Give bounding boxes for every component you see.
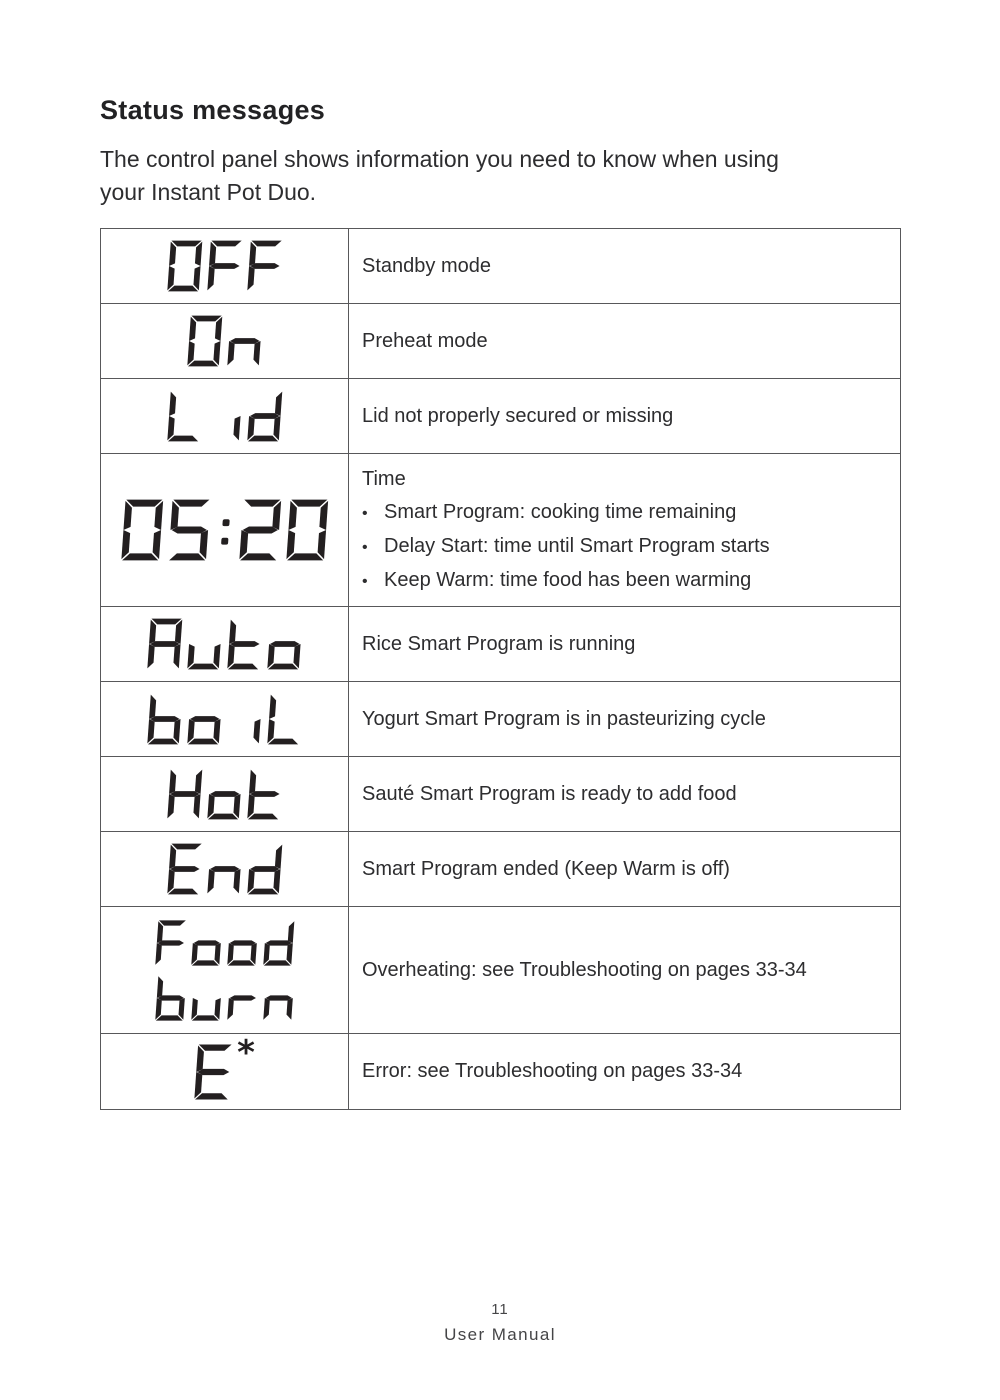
description-text: Lid not properly secured or missing (362, 404, 674, 427)
seg-char (267, 693, 303, 745)
description-text: Smart Program ended (Keep Warm is off) (362, 857, 730, 880)
description-cell (349, 757, 900, 831)
seg-char (207, 768, 243, 820)
table-row (101, 1034, 900, 1109)
table-row (101, 682, 900, 757)
description-text: Error: see Troubleshooting on pages 33-34 (362, 1060, 743, 1082)
seg-char (121, 499, 164, 561)
segment-display (167, 390, 283, 442)
seg-char (207, 390, 243, 442)
segment-display (187, 315, 263, 367)
description-cell (349, 454, 900, 606)
description-cell (349, 304, 900, 378)
description-cell (349, 832, 900, 906)
display-cell (101, 454, 349, 606)
description-title: Time (362, 468, 406, 490)
seg-char (286, 499, 329, 561)
description-text: Standby mode (362, 254, 491, 277)
seg-char (267, 618, 303, 670)
bullet-item (362, 564, 890, 598)
seg-char (227, 920, 259, 966)
seg-char (227, 618, 263, 670)
page-title: Status messages (100, 95, 326, 125)
table-row (101, 454, 900, 607)
seg-char (207, 843, 243, 895)
description-cell (349, 229, 900, 303)
seg-char (167, 240, 203, 292)
seg-char (167, 768, 203, 820)
table-row (101, 229, 900, 304)
intro-line-1: The control panel shows information you need to know when using (100, 146, 779, 172)
intro-paragraph (100, 143, 901, 209)
seg-char (247, 240, 283, 292)
description-cell (349, 1034, 900, 1109)
segment-display (121, 499, 329, 561)
table-row (101, 304, 900, 379)
bullet-icon: • (362, 505, 368, 522)
bullet-text: Delay Start: time until Smart Program starts (384, 535, 770, 557)
table-row (101, 379, 900, 454)
display-cell (101, 229, 349, 303)
segment-display (147, 693, 303, 745)
description-text: Preheat mode (362, 329, 488, 352)
segment-display (167, 843, 283, 895)
status-message-table (100, 228, 901, 1110)
bullet-item (362, 496, 890, 530)
intro-line-2: your Instant Pot Duo. (100, 179, 317, 205)
seg-char (227, 975, 259, 1021)
seg-char (207, 240, 243, 292)
display-cell (101, 1034, 349, 1109)
description-cell (349, 607, 900, 681)
table-row (101, 607, 900, 682)
table-row (101, 757, 900, 832)
seg-char (187, 693, 223, 745)
display-cell (101, 379, 349, 453)
segment-display (155, 920, 295, 966)
seg-char (263, 975, 295, 1021)
seg-char (167, 390, 203, 442)
seg-char (147, 618, 183, 670)
seg-char (247, 843, 283, 895)
segment-display (167, 240, 283, 292)
display-cell (101, 607, 349, 681)
bullet-text: Keep Warm: time food has been warming (384, 569, 752, 591)
seg-char (227, 315, 263, 367)
description-text: Sauté Smart Program is ready to add food (362, 782, 737, 805)
seg-char (194, 1044, 233, 1100)
seg-char (239, 499, 282, 561)
seg-char (187, 315, 223, 367)
seg-char (227, 693, 263, 745)
table-row (101, 832, 900, 907)
bullet-text: Smart Program: cooking time remaining (384, 501, 737, 523)
bullet-icon: • (362, 573, 368, 590)
seg-char (147, 693, 183, 745)
description-cell (349, 907, 900, 1033)
display-cell (101, 907, 349, 1033)
segment-display (167, 768, 283, 820)
table-row (101, 907, 900, 1034)
display-cell (101, 682, 349, 756)
seg-char (215, 499, 235, 561)
seg-char (167, 843, 203, 895)
seg-char (168, 499, 211, 561)
seg-char (155, 920, 187, 966)
description-cell (349, 682, 900, 756)
description-text: Yogurt Smart Program is in pasteurizing cycle (362, 707, 766, 730)
page-footer (0, 1301, 1000, 1345)
page-number: 11 (491, 1301, 509, 1318)
seg-char (247, 390, 283, 442)
segment-display (194, 1032, 255, 1100)
seg-char (155, 975, 187, 1021)
seg-char (187, 618, 223, 670)
display-cell (101, 757, 349, 831)
description-cell (349, 379, 900, 453)
display-cell (101, 304, 349, 378)
seg-char (263, 920, 295, 966)
bullet-icon: • (362, 539, 368, 556)
segment-display (155, 975, 295, 1021)
description-text: Overheating: see Troubleshooting on pages 33-34 (362, 958, 807, 981)
segment-display (147, 618, 303, 670)
seg-char (191, 920, 223, 966)
display-cell (101, 832, 349, 906)
description-text: Rice Smart Program is running (362, 632, 636, 655)
asterisk-mark: * (237, 1032, 255, 1073)
seg-char (247, 768, 283, 820)
bullet-item (362, 530, 890, 564)
seg-char (191, 975, 223, 1021)
footer-label: User Manual (444, 1325, 556, 1344)
